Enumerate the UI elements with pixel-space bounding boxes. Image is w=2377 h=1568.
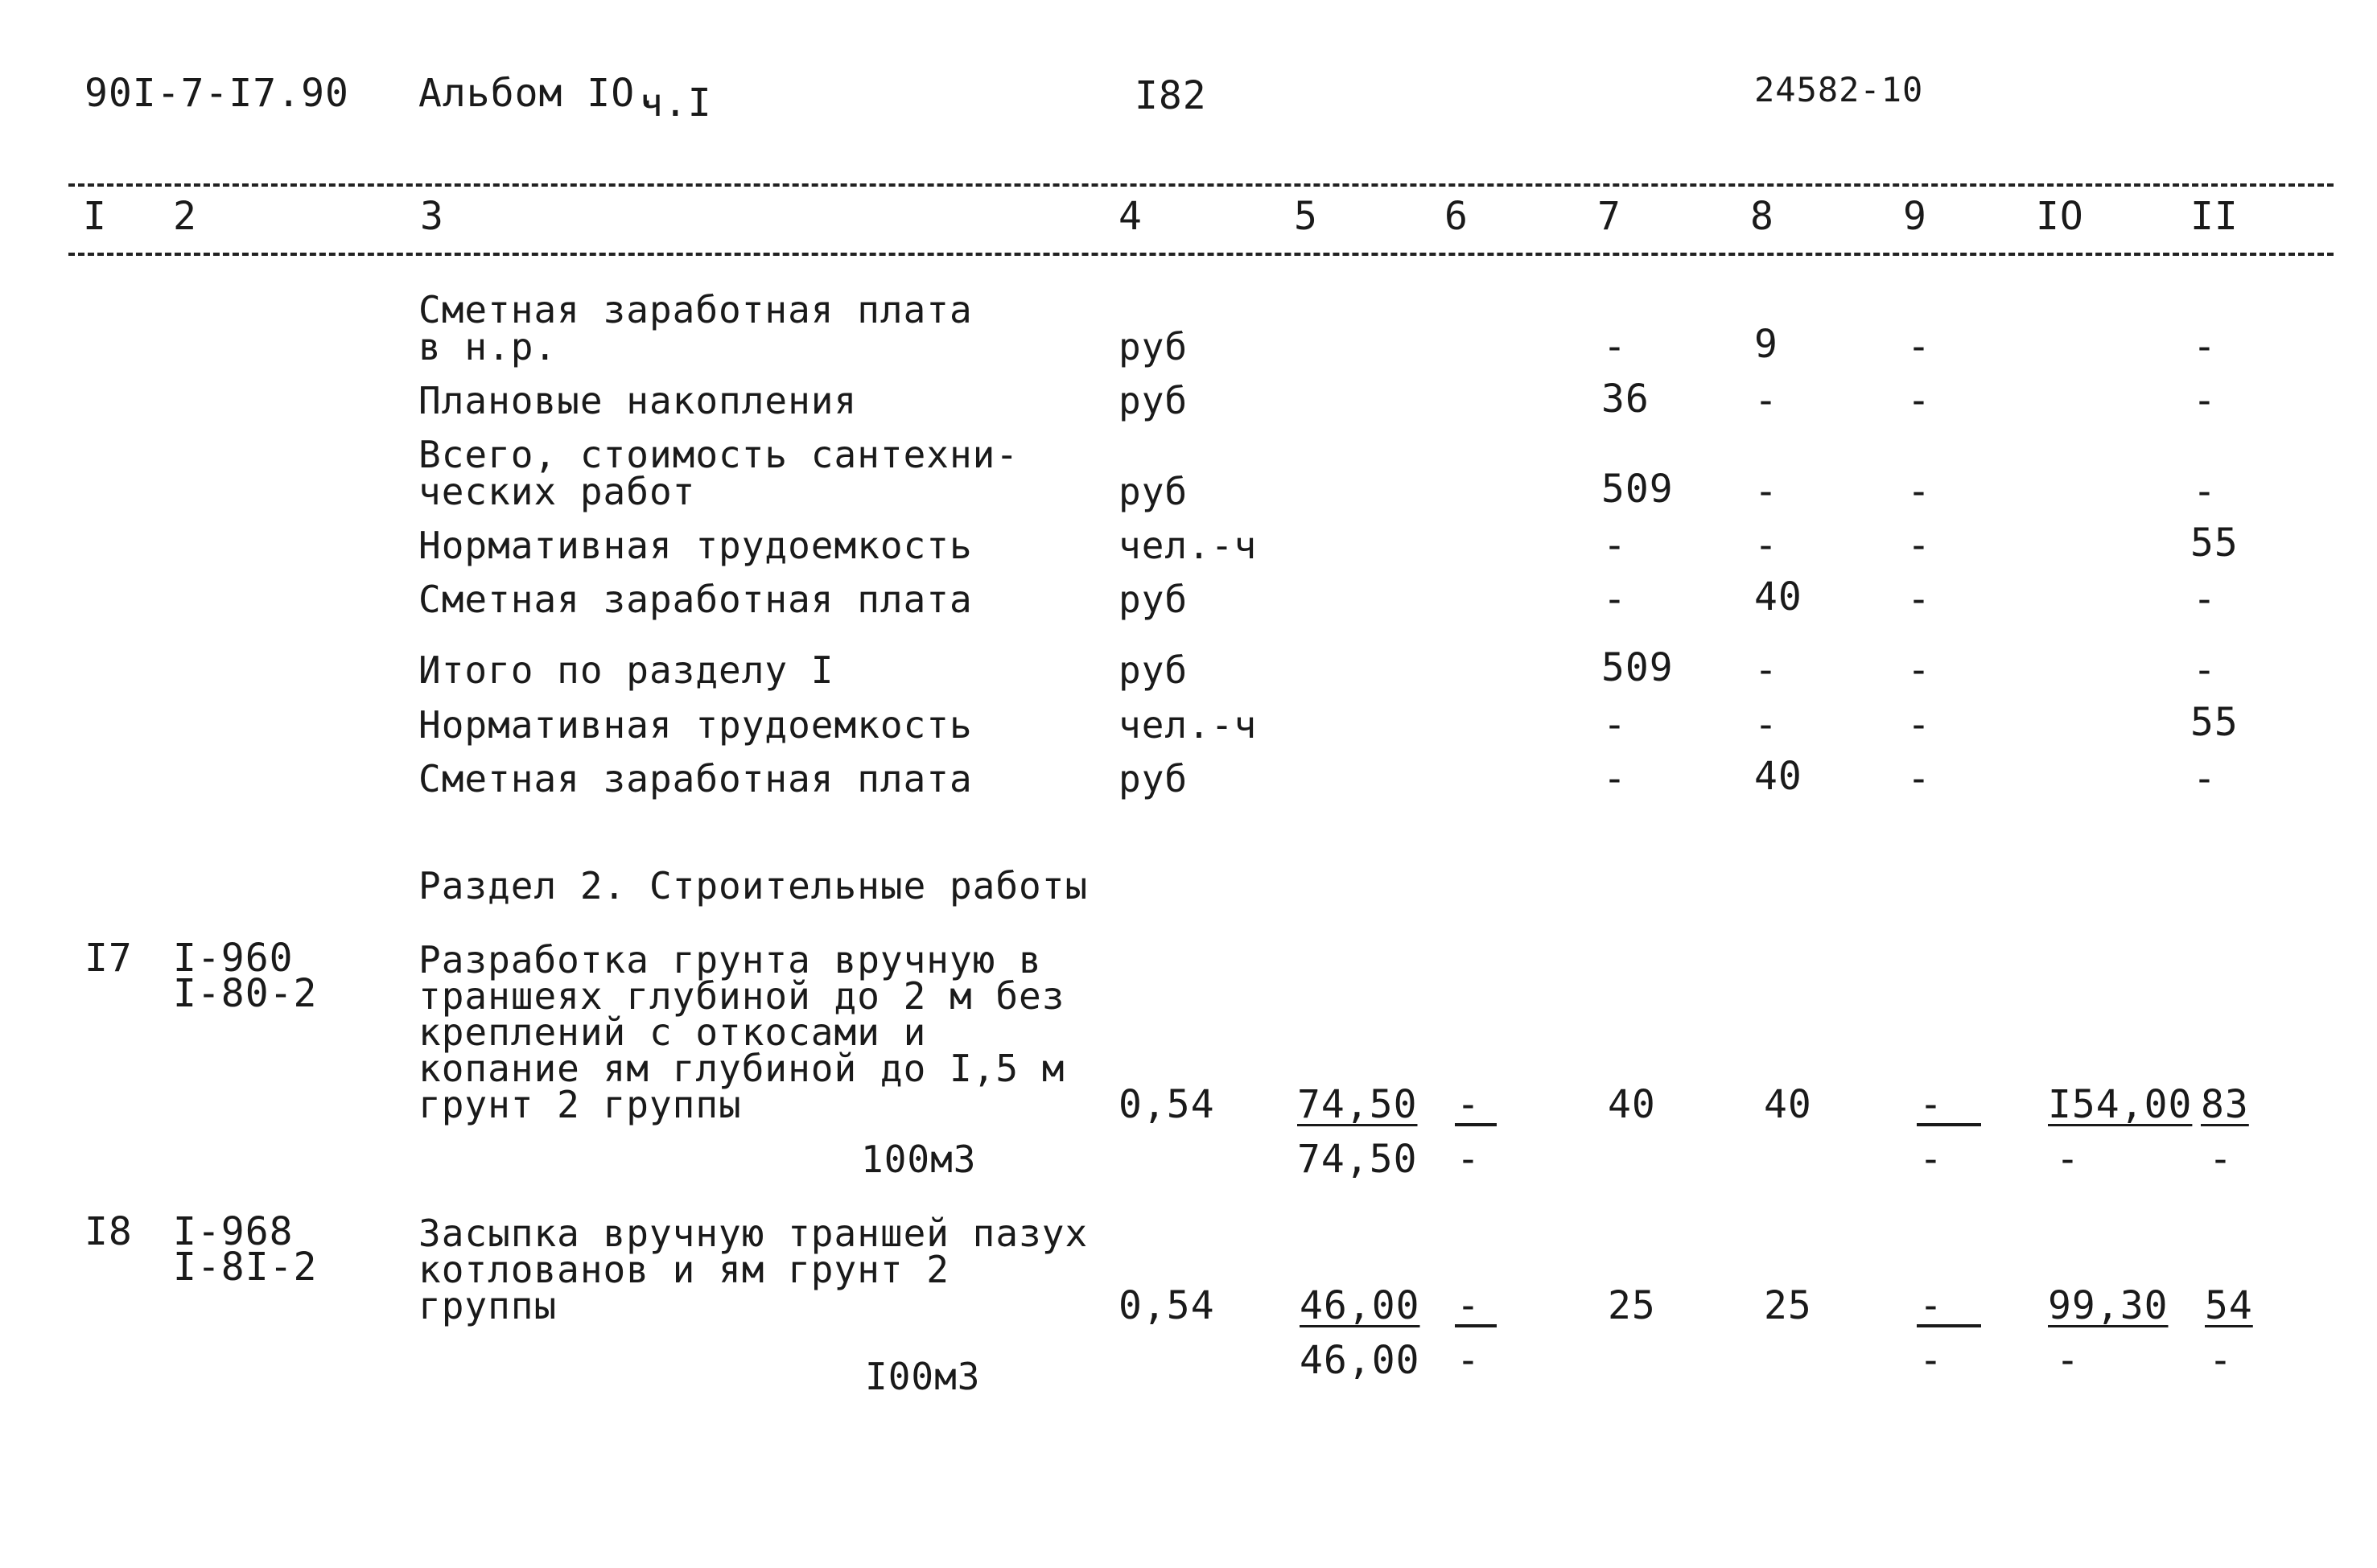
row-unit: руб: [1118, 470, 1188, 513]
item-measure-unit: I00м3: [865, 1355, 981, 1398]
row-unit: руб: [1118, 648, 1188, 692]
column-header-1: I: [83, 194, 107, 239]
norm-code: I-968: [173, 1209, 294, 1254]
row-col8: -: [1754, 702, 1778, 747]
labor-per-unit: I54,00: [2048, 1082, 2193, 1127]
row-name-continued: ческих работ: [418, 470, 696, 513]
row-col11: -: [2193, 378, 2217, 423]
norm-code: I-960: [173, 936, 294, 981]
item-number: I8: [84, 1209, 133, 1254]
machine-labor-total: -: [2209, 1338, 2233, 1383]
row-name: Итого по разделу I: [418, 648, 834, 692]
total-cost: 40: [1608, 1082, 1656, 1127]
row-col11: -: [2193, 577, 2217, 622]
document-code: 90I-7-I7.90: [84, 71, 349, 116]
labor-total: 83: [2201, 1082, 2249, 1127]
item-number: I7: [84, 936, 133, 981]
row-name: Сметная заработная плата: [418, 578, 973, 621]
inventory-number: 24582-10: [1754, 70, 1924, 109]
column-header-8: 8: [1750, 194, 1774, 239]
unit-cost-total: 74,50: [1297, 1082, 1418, 1127]
item-description-line: грунт 2 группы: [418, 1083, 742, 1126]
total-cost: 25: [1608, 1283, 1656, 1328]
album-label: Альбом IO.: [418, 71, 659, 116]
row-col8: -: [1754, 469, 1778, 514]
row-col7: 509: [1601, 467, 1674, 512]
row-name-continued: в н.р.: [418, 325, 558, 368]
item-quantity: 0,54: [1118, 1082, 1215, 1127]
item-description-line: группы: [418, 1284, 558, 1327]
row-col7: -: [1603, 523, 1627, 568]
total-machines: -: [1919, 1082, 1943, 1127]
row-col11: 55: [2190, 700, 2239, 745]
section-title: Раздел 2. Строительные работы: [418, 864, 1089, 907]
row-unit: чел.-ч: [1118, 703, 1258, 747]
row-col9: -: [1907, 756, 1931, 801]
total-machines: -: [1919, 1283, 1943, 1328]
price-code: I-8I-2: [173, 1245, 318, 1290]
row-col9: -: [1907, 702, 1931, 747]
item-measure-unit: 100м3: [861, 1138, 977, 1181]
item-description-line: Засыпка вручную траншей пазух: [418, 1212, 1089, 1255]
row-name: Сметная заработная плата: [418, 288, 973, 331]
item-description-line: траншеях глубиной до 2 м без: [418, 974, 1065, 1018]
header-bottom-rule: [68, 253, 2334, 256]
row-col7: -: [1603, 324, 1627, 369]
machine-labor-total: -: [2209, 1137, 2233, 1182]
column-header-6: 6: [1444, 194, 1469, 239]
total-machines-wages: -: [1919, 1338, 1943, 1383]
column-header-2: 2: [173, 194, 197, 239]
row-col9: -: [1907, 378, 1931, 423]
row-unit: руб: [1118, 379, 1188, 422]
row-col7: -: [1603, 577, 1627, 622]
column-header-7: 7: [1597, 194, 1621, 239]
row-col9: -: [1907, 577, 1931, 622]
row-col9: -: [1907, 469, 1931, 514]
unit-cost-machines: -: [1456, 1283, 1481, 1328]
item-description-line: котлованов и ям грунт 2: [418, 1248, 950, 1291]
unit-cost-total: 46,00: [1300, 1283, 1420, 1328]
unit-cost-wages: 74,50: [1297, 1137, 1418, 1182]
row-col8: 40: [1754, 754, 1802, 799]
unit-cost-wages: 46,00: [1300, 1338, 1420, 1383]
total-wages: 25: [1764, 1283, 1812, 1328]
unit-cost-machines-wages: -: [1456, 1137, 1481, 1182]
row-col8: 40: [1754, 574, 1802, 619]
row-name: Сметная заработная плата: [418, 757, 973, 800]
row-name: Всего, стоимость сантехни-: [418, 433, 1020, 476]
row-col11: -: [2193, 756, 2217, 801]
column-header-3: 3: [420, 194, 444, 239]
row-col11: -: [2193, 324, 2217, 369]
item-description-line: копание ям глубиной до I,5 м: [418, 1047, 1065, 1090]
row-col8: -: [1754, 648, 1778, 693]
row-name: Нормативная трудоемкость: [418, 524, 973, 567]
row-col7: 509: [1601, 645, 1674, 690]
unit-cost-machines: -: [1456, 1082, 1481, 1127]
album-part: ч.I: [640, 80, 712, 126]
row-name: Нормативная трудоемкость: [418, 703, 973, 747]
row-col8: 9: [1754, 322, 1778, 367]
row-col7: -: [1603, 702, 1627, 747]
row-col9: -: [1907, 324, 1931, 369]
row-col11: 55: [2190, 521, 2239, 566]
labor-per-unit: 99,30: [2048, 1283, 2169, 1328]
column-header-9: 9: [1903, 194, 1927, 239]
machine-labor-per-unit: -: [2056, 1338, 2080, 1383]
row-name: Плановые накопления: [418, 379, 858, 422]
row-col7: -: [1603, 756, 1627, 801]
column-header-4: 4: [1118, 194, 1143, 239]
header-top-rule: [68, 183, 2334, 187]
item-description-line: Разработка грунта вручную в: [418, 938, 1042, 982]
column-header-5: 5: [1294, 194, 1318, 239]
column-header-11: II: [2190, 194, 2239, 239]
item-description-line: креплений с откосами и: [418, 1010, 927, 1054]
machine-labor-per-unit: -: [2056, 1137, 2080, 1182]
row-unit: руб: [1118, 578, 1188, 621]
row-unit: руб: [1118, 325, 1188, 368]
row-col8: -: [1754, 378, 1778, 423]
total-machines-wages: -: [1919, 1137, 1943, 1182]
item-quantity: 0,54: [1118, 1283, 1215, 1328]
row-col7: 36: [1601, 377, 1650, 422]
page-number: I82: [1135, 73, 1207, 118]
row-col8: -: [1754, 523, 1778, 568]
row-col9: -: [1907, 523, 1931, 568]
row-col9: -: [1907, 648, 1931, 693]
labor-total: 54: [2205, 1283, 2253, 1328]
column-header-10: IO: [2036, 194, 2084, 239]
price-code: I-80-2: [173, 971, 318, 1016]
row-unit: руб: [1118, 757, 1188, 800]
row-col11: -: [2193, 469, 2217, 514]
unit-cost-machines-wages: -: [1456, 1338, 1481, 1383]
row-unit: чел.-ч: [1118, 524, 1258, 567]
row-col11: -: [2193, 648, 2217, 693]
total-wages: 40: [1764, 1082, 1812, 1127]
